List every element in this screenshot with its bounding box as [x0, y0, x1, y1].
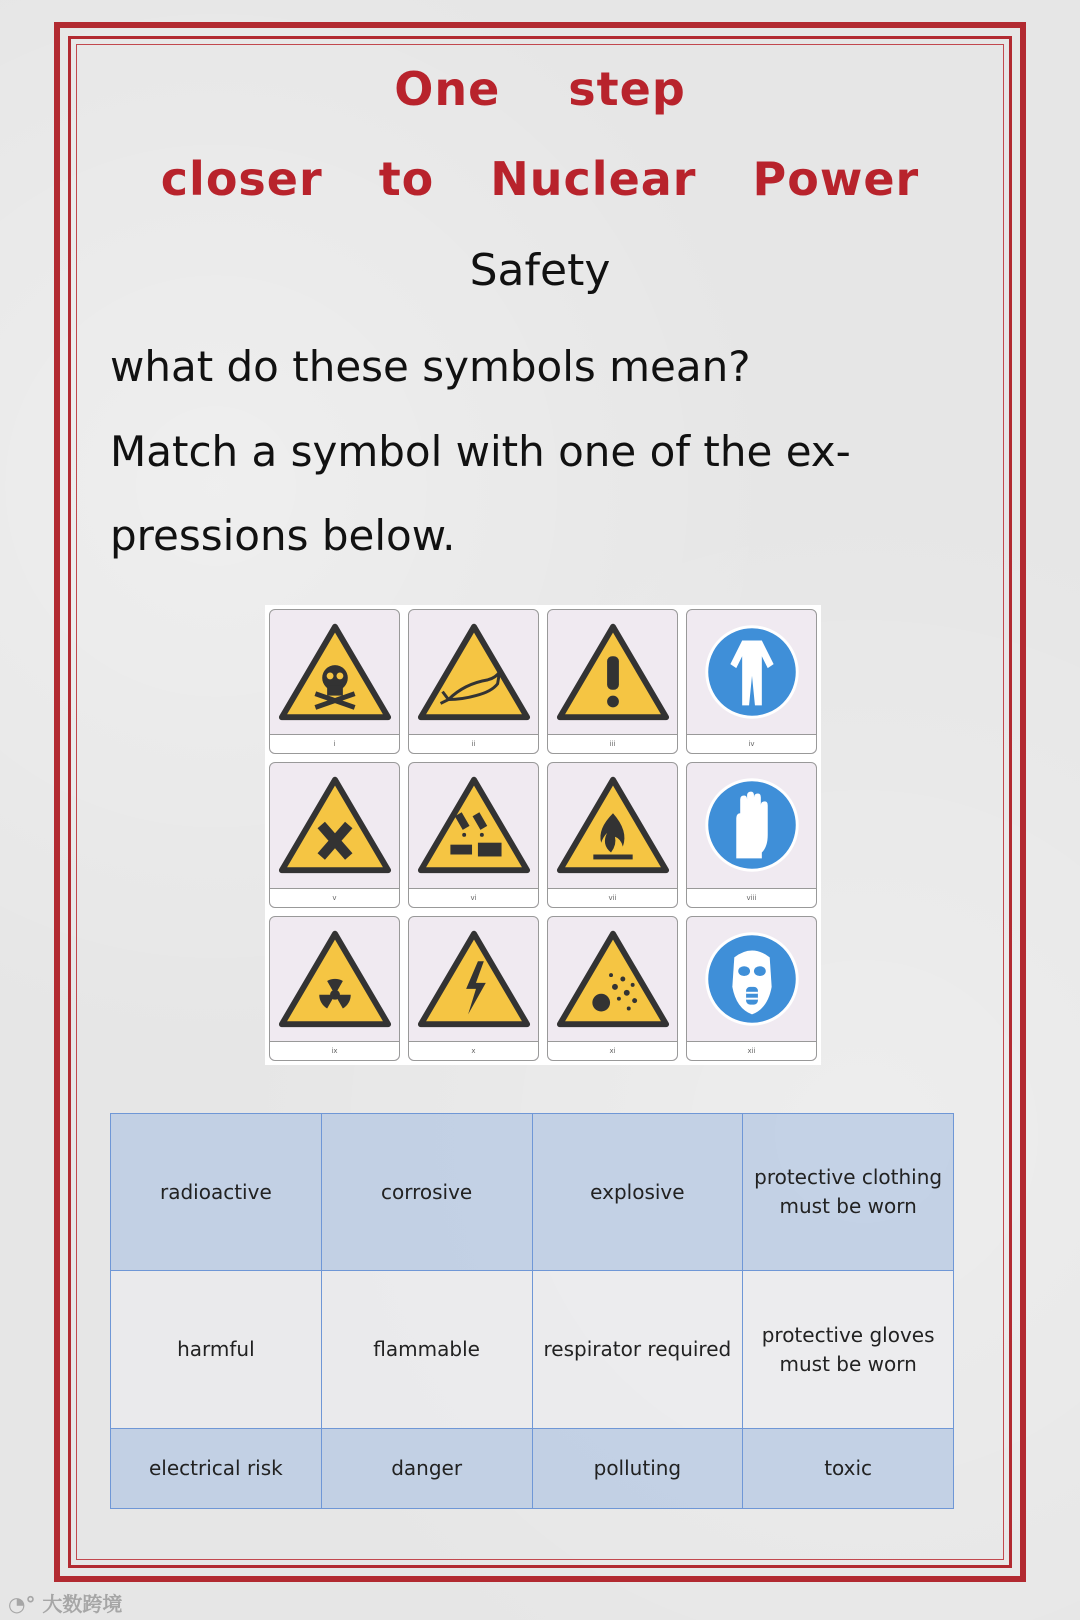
- table-cell: harmful: [111, 1271, 322, 1428]
- glove-icon: [693, 773, 811, 877]
- safety-signs-grid: [265, 605, 821, 1065]
- sign-card: [269, 916, 400, 1061]
- sign-numeral: vi: [409, 888, 538, 907]
- title-word: One: [394, 62, 501, 116]
- table-cell: respirator required: [532, 1271, 743, 1428]
- radiation-icon: [276, 927, 394, 1031]
- protective-clothing-icon: [693, 620, 811, 724]
- sign-card: [408, 609, 539, 754]
- sign-card: [408, 916, 539, 1061]
- title-word: Nuclear: [490, 152, 697, 206]
- table-cell: flammable: [321, 1271, 532, 1428]
- table-row: [111, 1114, 954, 1271]
- table-cell: radioactive: [111, 1114, 322, 1271]
- skull-crossbones-icon: [276, 620, 394, 724]
- table-cell: protective clothing must be worn: [743, 1114, 954, 1271]
- sign-card: [269, 609, 400, 754]
- table-cell: corrosive: [321, 1114, 532, 1271]
- sign-card: [269, 762, 400, 907]
- title-word: step: [568, 62, 686, 116]
- title-word: closer: [160, 152, 323, 206]
- corrosive-icon: [415, 773, 533, 877]
- table-row: [111, 1428, 954, 1508]
- sign-numeral: ii: [409, 734, 538, 753]
- subtitle: Safety: [469, 245, 611, 296]
- watermark: [8, 1588, 122, 1617]
- sign-card: [686, 609, 817, 754]
- lightning-bolt-icon: [415, 927, 533, 1031]
- title-word: Power: [752, 152, 920, 206]
- harmful-x-icon: [276, 773, 394, 877]
- watermark-logo-icon: ◔°: [8, 1592, 36, 1616]
- sign-numeral: viii: [687, 888, 816, 907]
- table-cell: explosive: [532, 1114, 743, 1271]
- sign-numeral: ix: [270, 1041, 399, 1060]
- sign-numeral: v: [270, 888, 399, 907]
- title-word: to: [378, 152, 435, 206]
- instruction-line-1: what do these symbols mean?: [110, 342, 751, 391]
- table-cell: polluting: [532, 1428, 743, 1508]
- title-line-2: [0, 152, 1080, 206]
- exclamation-icon: [554, 620, 672, 724]
- respirator-icon: [693, 927, 811, 1031]
- table-cell: protective gloves must be worn: [743, 1271, 954, 1428]
- expressions-table: [110, 1113, 954, 1509]
- sign-numeral: iii: [548, 734, 677, 753]
- flame-icon: [554, 773, 672, 877]
- title-line-1: [0, 62, 1080, 116]
- sign-numeral: x: [409, 1041, 538, 1060]
- sign-card: [686, 916, 817, 1061]
- sign-card: [547, 609, 678, 754]
- sign-numeral: vii: [548, 888, 677, 907]
- sign-card: [408, 762, 539, 907]
- sign-card: [686, 762, 817, 907]
- table-cell: electrical risk: [111, 1428, 322, 1508]
- dead-fish-icon: [415, 620, 533, 724]
- table-cell: toxic: [743, 1428, 954, 1508]
- instruction-line-3: pressions below.: [110, 511, 456, 560]
- sign-card: [547, 916, 678, 1061]
- watermark-text: 大数跨境: [42, 1592, 123, 1616]
- sign-numeral: i: [270, 734, 399, 753]
- sign-numeral: iv: [687, 734, 816, 753]
- sign-card: [547, 762, 678, 907]
- table-cell: danger: [321, 1428, 532, 1508]
- explosion-icon: [554, 927, 672, 1031]
- table-row: [111, 1271, 954, 1428]
- sign-numeral: xii: [687, 1041, 816, 1060]
- instruction-line-2: Match a symbol with one of the ex-: [110, 427, 851, 476]
- sign-numeral: xi: [548, 1041, 677, 1060]
